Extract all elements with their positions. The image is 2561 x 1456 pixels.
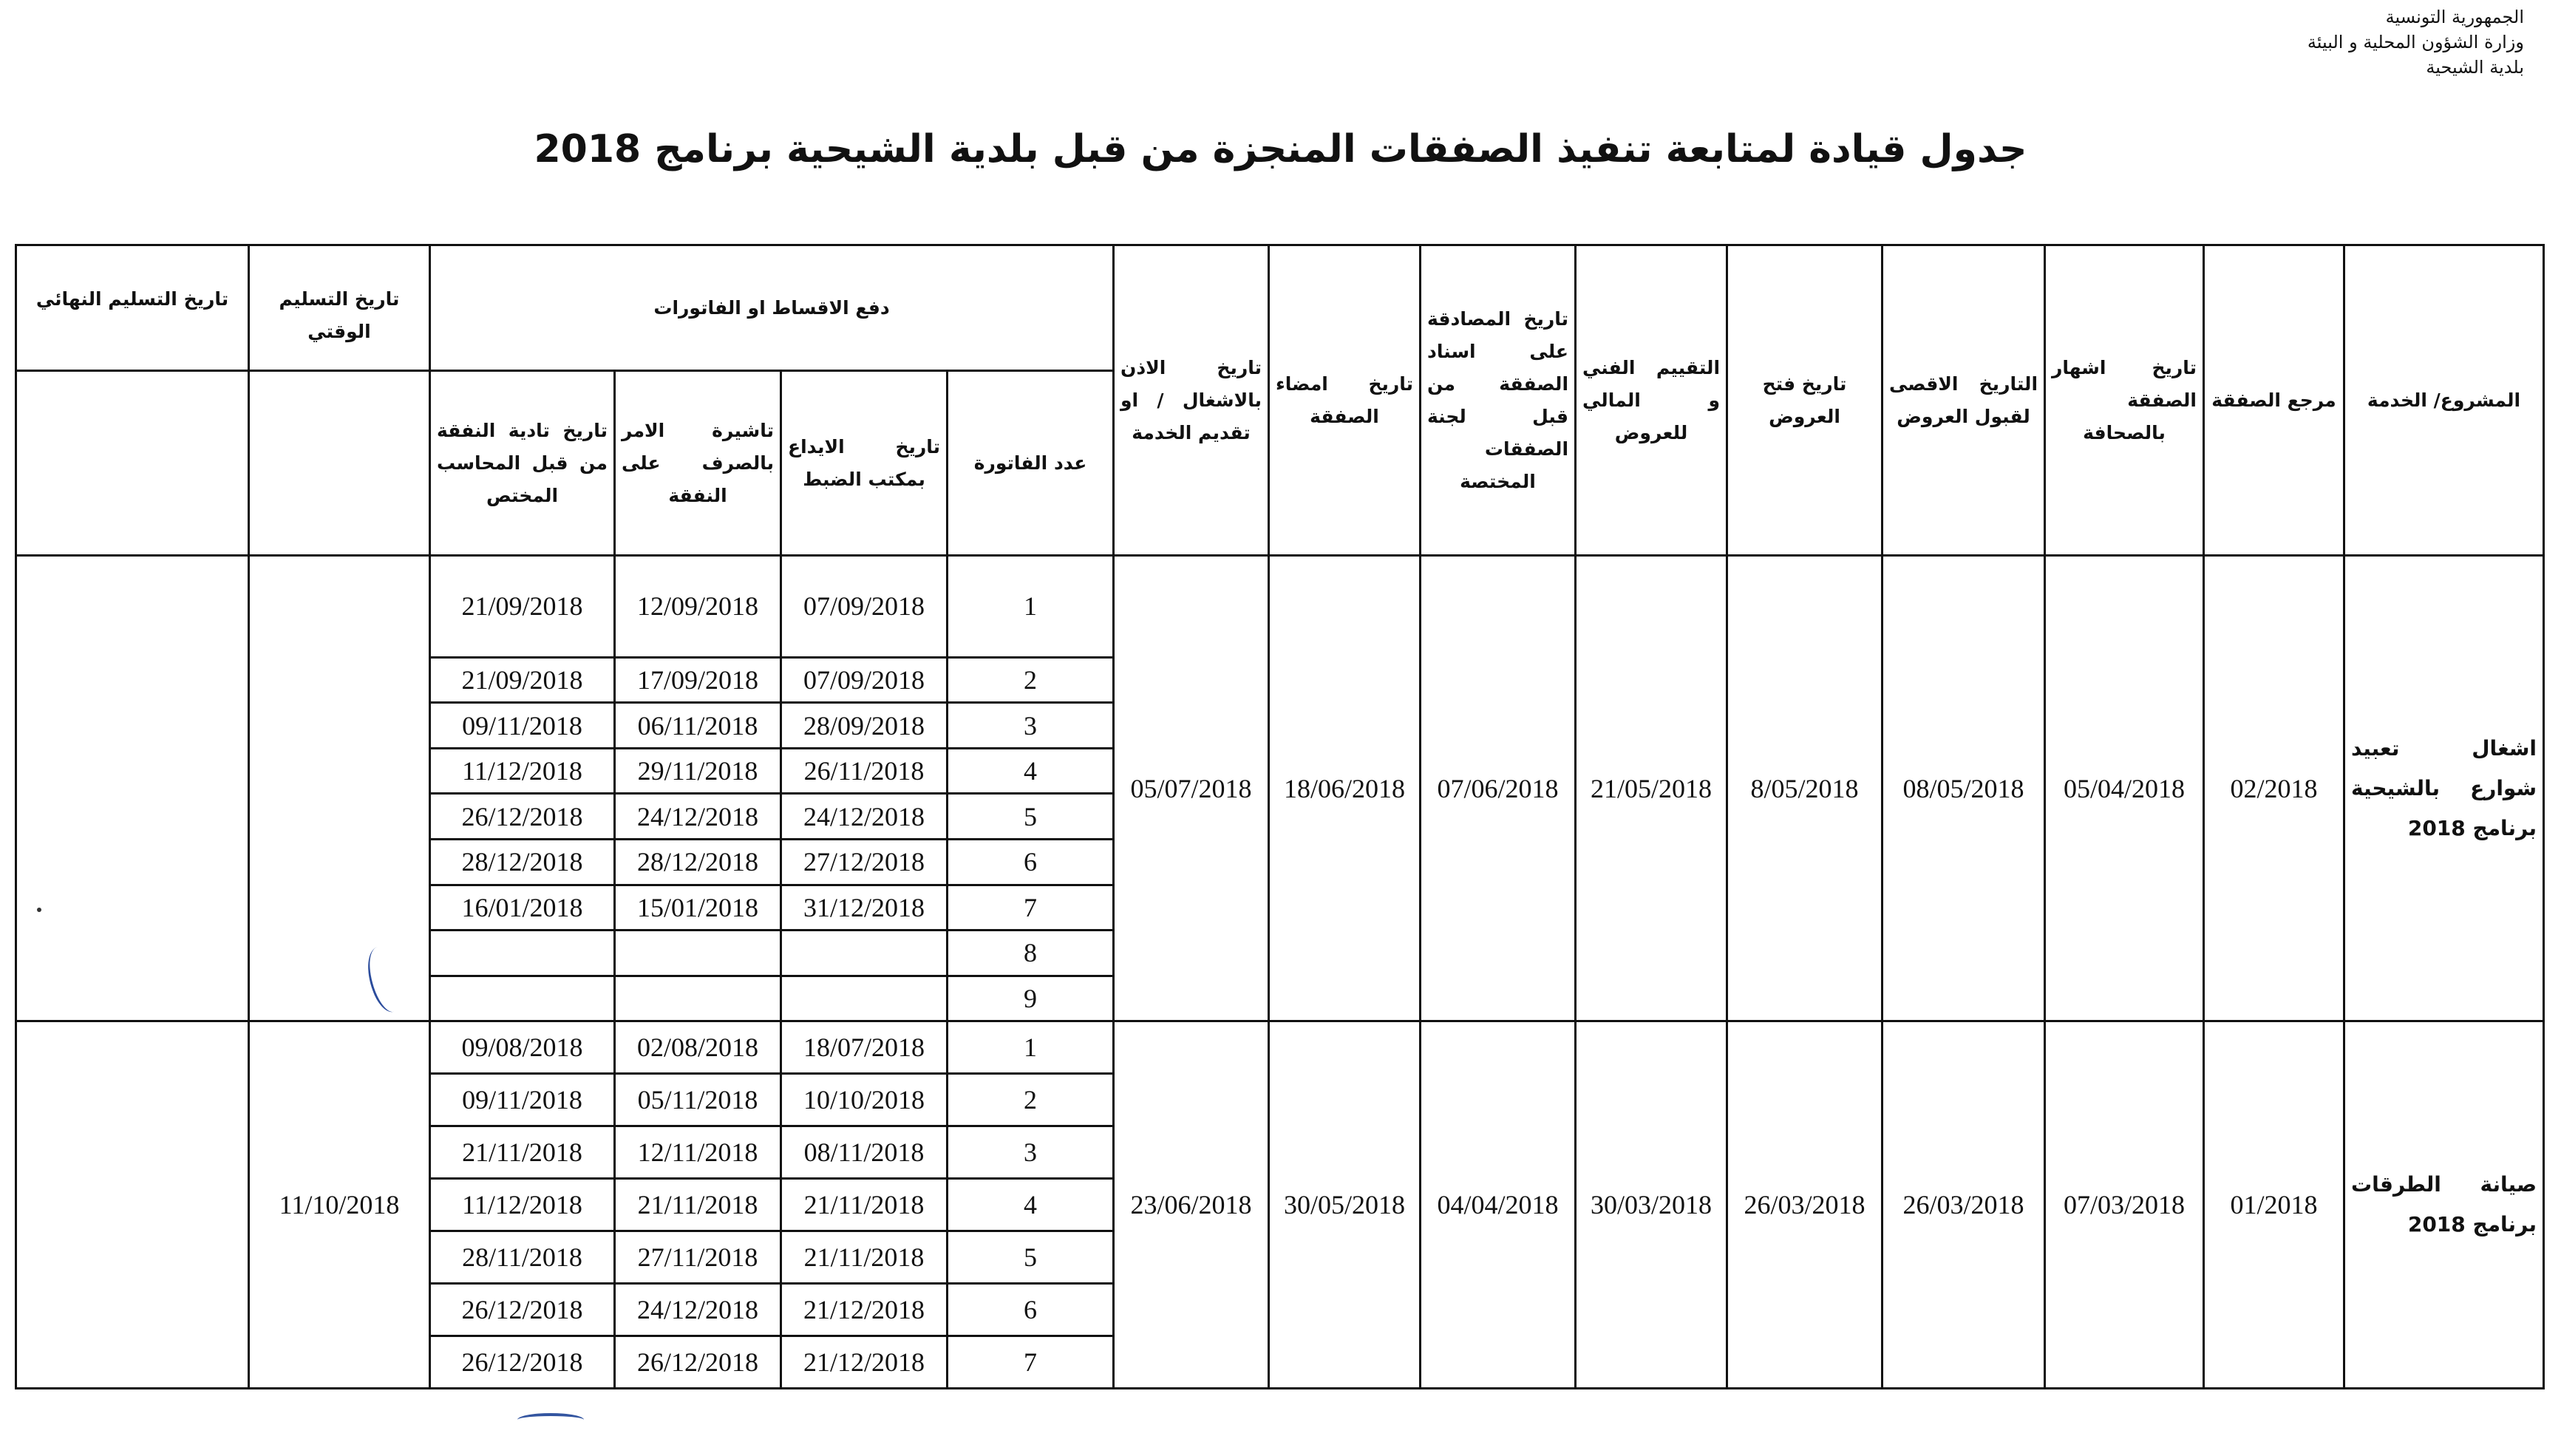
row1-publish: 05/04/2018 xyxy=(2045,556,2204,1021)
row2-invoice3-visa: 12/11/2018 xyxy=(615,1126,781,1179)
letterhead-ministry: وزارة الشؤون المحلية و البيئة xyxy=(2307,32,2524,52)
col-deposit-header: تاريخ الايداع بمكتب الضبط xyxy=(781,371,948,556)
row2-invoice7-deposit: 21/12/2018 xyxy=(781,1336,948,1388)
row1-invoice3-deposit: 28/09/2018 xyxy=(781,703,948,749)
col-approval-header: تاريخ المصادقة على اسناد الصفقة من قبل لجنة الصفقات المختصة xyxy=(1421,245,1576,556)
row1-evaluation: 21/05/2018 xyxy=(1576,556,1727,1021)
row1-invoice7-paid: 16/01/2018 xyxy=(430,885,615,931)
row1-invoice8-visa xyxy=(615,931,781,976)
row1-invoice6-deposit: 27/12/2018 xyxy=(781,839,948,885)
row1-invoice5-deposit: 24/12/2018 xyxy=(781,794,948,840)
row2-invoice3-deposit: 08/11/2018 xyxy=(781,1126,948,1179)
row1-signature: 18/06/2018 xyxy=(1269,556,1421,1021)
row2-ref: 01/2018 xyxy=(2204,1021,2344,1389)
row1-project: اشغال تعبيد شوارع بالشيحية برنامج 2018 xyxy=(2344,556,2544,1021)
row1-order: 05/07/2018 xyxy=(1114,556,1269,1021)
col-final-subheader xyxy=(16,371,249,556)
row1-invoice1-number: 1 xyxy=(948,556,1114,658)
row1-invoice8-paid xyxy=(430,931,615,976)
row2-opening: 26/03/2018 xyxy=(1727,1021,1883,1389)
col-paid-header: تاريخ تادية النفقة من قبل المحاسب المختص xyxy=(430,371,615,556)
row1-invoice5-visa: 24/12/2018 xyxy=(615,794,781,840)
row1-invoice8-deposit xyxy=(781,931,948,976)
row2-invoice4-paid: 11/12/2018 xyxy=(430,1179,615,1231)
row2-invoice4-deposit: 21/11/2018 xyxy=(781,1179,948,1231)
row1-invoice6-visa: 28/12/2018 xyxy=(615,839,781,885)
row1-invoice3-paid: 09/11/2018 xyxy=(430,703,615,749)
row2-publish: 07/03/2018 xyxy=(2045,1021,2204,1389)
row1-invoice9-number: 9 xyxy=(948,976,1114,1021)
row2-evaluation: 30/03/2018 xyxy=(1576,1021,1727,1389)
row2-invoice7-visa: 26/12/2018 xyxy=(615,1336,781,1388)
row2-deadline: 26/03/2018 xyxy=(1883,1021,2045,1389)
row2-order: 23/06/2018 xyxy=(1114,1021,1269,1389)
row1-invoice2-visa: 17/09/2018 xyxy=(615,657,781,703)
row1-invoice6-paid: 28/12/2018 xyxy=(430,839,615,885)
row1-invoice7-deposit: 31/12/2018 xyxy=(781,885,948,931)
row1-deadline: 08/05/2018 xyxy=(1883,556,2045,1021)
row1-opening: 8/05/2018 xyxy=(1727,556,1883,1021)
row1-final xyxy=(16,556,249,1021)
row1-invoice1-paid: 21/09/2018 xyxy=(430,556,615,658)
row1-invoice4-paid: 11/12/2018 xyxy=(430,748,615,794)
row1-invoice2-number: 2 xyxy=(948,657,1114,703)
row2-invoice6-number: 6 xyxy=(948,1284,1114,1336)
letterhead xyxy=(2307,4,2524,80)
row2-invoice7-paid: 26/12/2018 xyxy=(430,1336,615,1388)
col-publish-header: تاريخ اشهار الصفقة بالصحافة xyxy=(2045,245,2204,556)
row1-invoice6-number: 6 xyxy=(948,839,1114,885)
row1-invoice3-visa: 06/11/2018 xyxy=(615,703,781,749)
row2-invoice1-number: 1 xyxy=(948,1021,1114,1074)
row1-invoice9-deposit xyxy=(781,976,948,1021)
row2-invoice6-visa: 24/12/2018 xyxy=(615,1284,781,1336)
row1-invoice5-number: 5 xyxy=(948,794,1114,840)
row2-project: صيانة الطرقات برنامج 2018 xyxy=(2344,1021,2544,1389)
row2-signature: 30/05/2018 xyxy=(1269,1021,1421,1389)
row2-invoice1-visa: 02/08/2018 xyxy=(615,1021,781,1074)
scan-dot-mark xyxy=(37,908,41,912)
row2-invoice4-number: 4 xyxy=(948,1179,1114,1231)
col-order-header: تاريخ الاذن بالاشغال / او تقديم الخدمة xyxy=(1114,245,1269,556)
row2-invoice5-visa: 27/11/2018 xyxy=(615,1231,781,1284)
col-payments-header: دفع الاقساط او الفاتورات xyxy=(430,245,1114,371)
col-deadline-header: التاريخ الاقصى لقبول العروض xyxy=(1883,245,2045,556)
row1-invoice1-visa: 12/09/2018 xyxy=(615,556,781,658)
row2-invoice6-deposit: 21/12/2018 xyxy=(781,1284,948,1336)
row2-invoice7-number: 7 xyxy=(948,1336,1114,1388)
row2-approval: 04/04/2018 xyxy=(1421,1021,1576,1389)
col-visa-header: تاشيرة الامر بالصرف على النفقة xyxy=(615,371,781,556)
row2-invoice1-paid: 09/08/2018 xyxy=(430,1021,615,1074)
col-evaluation-header: التقييم الفني و المالي للعروض xyxy=(1576,245,1727,556)
pen-underline-mark xyxy=(517,1413,584,1426)
col-opening-header: تاريخ فتح العروض xyxy=(1727,245,1883,556)
row1-ref: 02/2018 xyxy=(2204,556,2344,1021)
col-project-header: المشروع/ الخدمة xyxy=(2344,245,2544,556)
row1-invoice9-paid xyxy=(430,976,615,1021)
row2-invoice3-number: 3 xyxy=(948,1126,1114,1179)
row2-invoice1-deposit: 18/07/2018 xyxy=(781,1021,948,1074)
row1-invoice2-deposit: 07/09/2018 xyxy=(781,657,948,703)
row2-prov: 11/10/2018 xyxy=(249,1021,430,1389)
col-final-header: تاريخ التسليم النهائي xyxy=(16,245,249,371)
row1-invoice1-deposit: 07/09/2018 xyxy=(781,556,948,658)
letterhead-country: الجمهورية التونسية xyxy=(2385,7,2524,27)
row2-invoice2-number: 2 xyxy=(948,1074,1114,1126)
row2-invoice2-deposit: 10/10/2018 xyxy=(781,1074,948,1126)
row1-prov xyxy=(249,556,430,1021)
contracts-table xyxy=(15,244,2545,1389)
row2-invoice2-paid: 09/11/2018 xyxy=(430,1074,615,1126)
row2-invoice5-number: 5 xyxy=(948,1231,1114,1284)
row1-invoice4-visa: 29/11/2018 xyxy=(615,748,781,794)
row2-invoice2-visa: 05/11/2018 xyxy=(615,1074,781,1126)
row1-invoice4-deposit: 26/11/2018 xyxy=(781,748,948,794)
row1-invoice8-number: 8 xyxy=(948,931,1114,976)
row2-invoice3-paid: 21/11/2018 xyxy=(430,1126,615,1179)
col-signature-header: تاريخ امضاء الصفقة xyxy=(1269,245,1421,556)
col-invoice-no-header: عدد الفاتورة xyxy=(948,371,1114,556)
document-title: جدول قيادة لمتابعة تنفيذ الصفقات المنجزة من قبل بلدية الشيحية برنامج 2018 xyxy=(534,127,2027,171)
row1-approval: 07/06/2018 xyxy=(1421,556,1576,1021)
col-prov-subheader xyxy=(249,371,430,556)
row2-final xyxy=(16,1021,249,1389)
row1-invoice7-visa: 15/01/2018 xyxy=(615,885,781,931)
col-ref-header: مرجع الصفقة xyxy=(2204,245,2344,556)
row1-invoice7-number: 7 xyxy=(948,885,1114,931)
row2-invoice4-visa: 21/11/2018 xyxy=(615,1179,781,1231)
row2-invoice5-paid: 28/11/2018 xyxy=(430,1231,615,1284)
row1-invoice3-number: 3 xyxy=(948,703,1114,749)
row2-invoice6-paid: 26/12/2018 xyxy=(430,1284,615,1336)
row2-invoice5-deposit: 21/11/2018 xyxy=(781,1231,948,1284)
row1-invoice2-paid: 21/09/2018 xyxy=(430,657,615,703)
row1-invoice9-visa xyxy=(615,976,781,1021)
col-prov-header: تاريخ التسليم الوقتي xyxy=(249,245,430,371)
row1-invoice5-paid: 26/12/2018 xyxy=(430,794,615,840)
row1-invoice4-number: 4 xyxy=(948,748,1114,794)
letterhead-municipality: بلدية الشيحية xyxy=(2426,57,2524,78)
